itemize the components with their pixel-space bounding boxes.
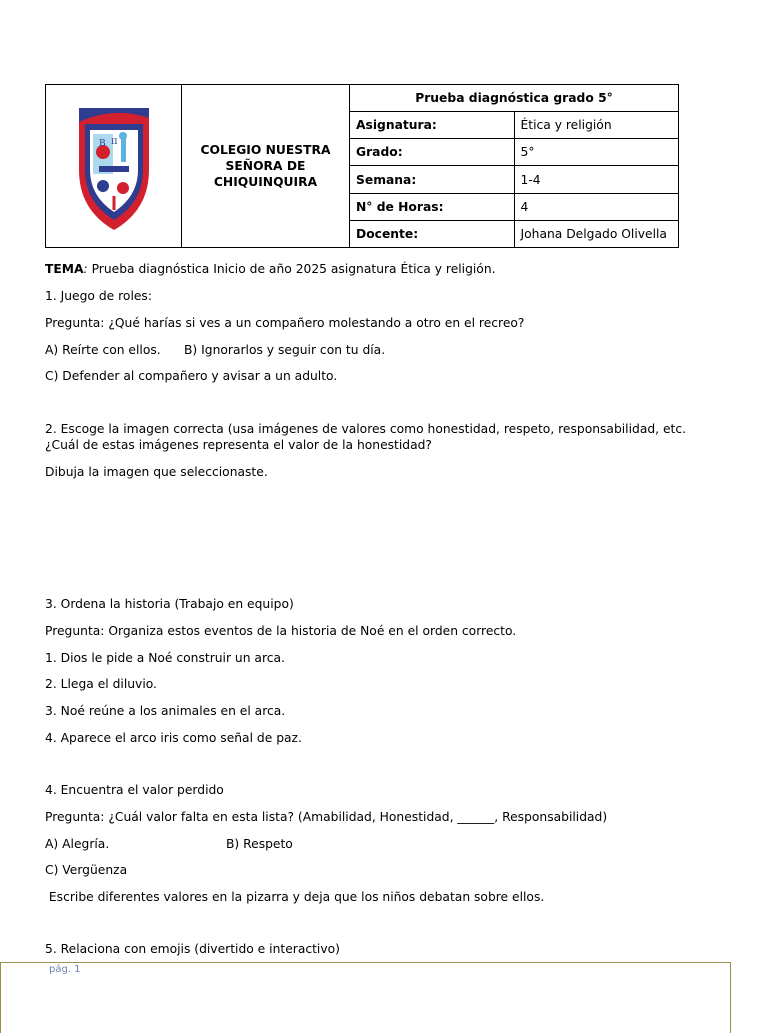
q1-title: 1. Juego de roles: bbox=[45, 289, 152, 303]
q4-instruction: Escribe diferentes valores en la pizarra y deja que los niños debatan sobre ellos. bbox=[45, 890, 545, 904]
q2-title: 2. Escoge la imagen correcta (usa imágenes de valores como honestidad, respeto, responsabilidad, etc. bbox=[45, 422, 687, 436]
q3-title: 3. Ordena la historia (Trabajo en equipo) bbox=[45, 597, 294, 611]
hours-value: 4 bbox=[514, 193, 679, 220]
svg-text:B: B bbox=[98, 139, 106, 149]
q2-instruction: Dibuja la imagen que seleccionaste. bbox=[45, 465, 268, 479]
subject-value: Ética y religión bbox=[514, 112, 679, 139]
grade-value: 5° bbox=[514, 139, 679, 166]
q1-option-c: C) Defender al compañero y avisar a un adulto. bbox=[45, 369, 338, 383]
svg-text:π: π bbox=[110, 136, 118, 147]
school-name: COLEGIO NUESTRA SEÑORA DE CHIQUINQUIRA bbox=[182, 85, 350, 248]
q3-event-1: 1. Dios le pide a Noé construir un arca. bbox=[45, 651, 285, 665]
test-title: Prueba diagnóstica grado 5° bbox=[350, 85, 679, 112]
hours-label: N° de Horas: bbox=[350, 193, 515, 220]
q5-title: 5. Relaciona con emojis (divertido e interactivo) bbox=[45, 942, 340, 956]
school-crest-icon bbox=[77, 100, 151, 232]
q3-event-3: 3. Noé reúne a los animales en el arca. bbox=[45, 704, 286, 718]
tema-line bbox=[45, 262, 496, 276]
tema-colon: : bbox=[83, 262, 88, 276]
q2-question: ¿Cuál de estas imágenes representa el valor de la honestidad? bbox=[45, 438, 432, 452]
grade-label: Grado: bbox=[350, 139, 515, 166]
q4-title: 4. Encuentra el valor perdido bbox=[45, 783, 224, 797]
q3-event-4: 4. Aparece el arco iris como señal de paz. bbox=[45, 731, 302, 745]
q1-option-b: B) Ignorarlos y seguir con tu día. bbox=[184, 343, 386, 357]
week-label: Semana: bbox=[350, 166, 515, 193]
tema-text: Prueba diagnóstica Inicio de año 2025 asignatura Ética y religión. bbox=[87, 262, 496, 276]
teacher-label: Docente: bbox=[350, 220, 515, 247]
q3-event-2: 2. Llega el diluvio. bbox=[45, 677, 157, 691]
q4-option-c: C) Vergüenza bbox=[45, 863, 128, 877]
subject-label: Asignatura: bbox=[350, 112, 515, 139]
page-footer bbox=[0, 962, 731, 1033]
tema-label: TEMA bbox=[45, 262, 84, 276]
q4-option-b: B) Respeto bbox=[226, 837, 293, 851]
teacher-value: Johana Delgado Olivella bbox=[514, 220, 679, 247]
page-number: pág. 1 bbox=[49, 964, 81, 975]
q4-option-a: A) Alegría. bbox=[45, 837, 110, 851]
logo-cell bbox=[46, 85, 182, 248]
week-value: 1-4 bbox=[514, 166, 679, 193]
q1-question: Pregunta: ¿Qué harías si ves a un compañero molestando a otro en el recreo? bbox=[45, 316, 525, 330]
q3-question: Pregunta: Organiza estos eventos de la historia de Noé en el orden correcto. bbox=[45, 624, 517, 638]
q4-question: Pregunta: ¿Cuál valor falta en esta lista? (Amabilidad, Honestidad, ______, Responsabilidad) bbox=[45, 810, 608, 824]
q1-option-a: A) Reírte con ellos. bbox=[45, 343, 161, 357]
header-table bbox=[45, 84, 679, 248]
